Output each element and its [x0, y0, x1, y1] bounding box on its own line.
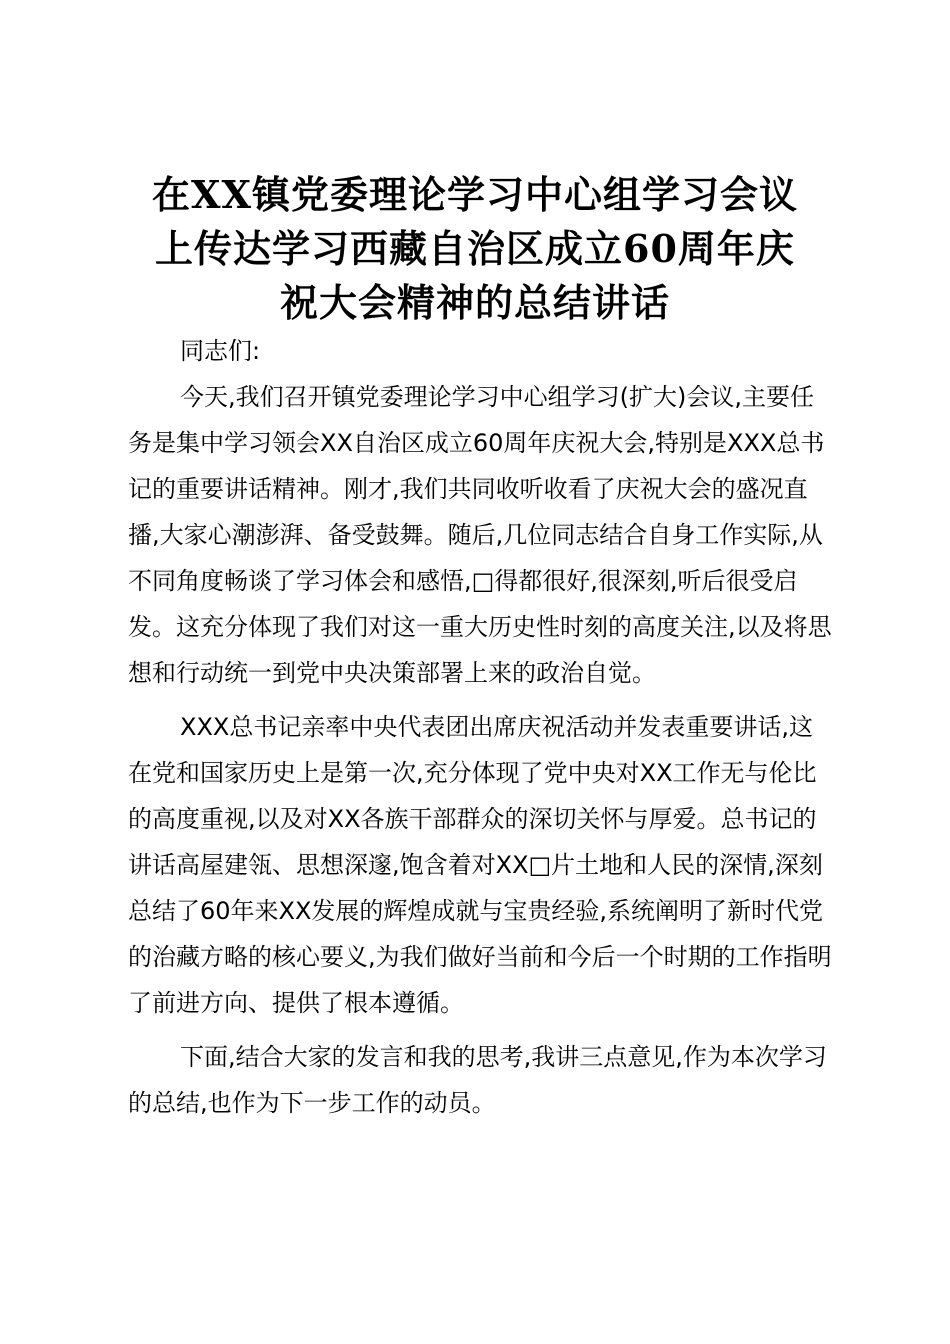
title-line-2: 上传达学习西藏自治区成立60周年庆 [155, 226, 795, 271]
title-line-1: 在XX镇党委理论学习中心组学习会议 [152, 172, 798, 217]
paragraph-3: 下面,结合大家的发言和我的思考,我讲三点意见,作为本次学习的总结,也作为下一步工作的动员。 [128, 1043, 827, 1117]
paragraph-1: 今天,我们召开镇党委理论学习中心组学习(扩大)会议,主要任务是集中学习领会XX自治区成立60周年庆祝大会,特别是XXX总书记的重要讲话精神。刚才,我们共同收听收看了庆祝大会的盛况直播,大家心潮澎湃、备受鼓舞。随后,几位同志结合自身工作实际,从不同角度畅谈了学习体会和感悟,□得都很好,很深刻,听后很受启发。这充分体现了我们对这一重大历史性时刻的高度关注,以及将思想和行动统一到党中央决策部署上来的政治自觉。 [128, 383, 832, 687]
greeting: 同志们: [180, 337, 261, 365]
document-body [128, 328, 834, 1134]
paragraph-2: XXX总书记亲率中央代表团出席庆祝活动并发表重要讲话,这在党和国家历史上是第一次,充分体现了党中央对XX工作无与伦比的高度重视,以及对XX各族干部群众的深切关怀与厚爱。总书记的讲话高屋建瓴、思想深邃,饱含着对XX□片土地和人民的深情,深刻总结了60年来XX发展的辉煌成就与宝贵经验,系统阐明了新时代党的治藏方略的核心要义,为我们做好当前和今后一个时期的工作指明了前进方向、提供了根本遵循。 [128, 713, 832, 1017]
title-line-3: 祝大会精神的总结讲话 [279, 280, 670, 325]
document-title [120, 168, 830, 330]
